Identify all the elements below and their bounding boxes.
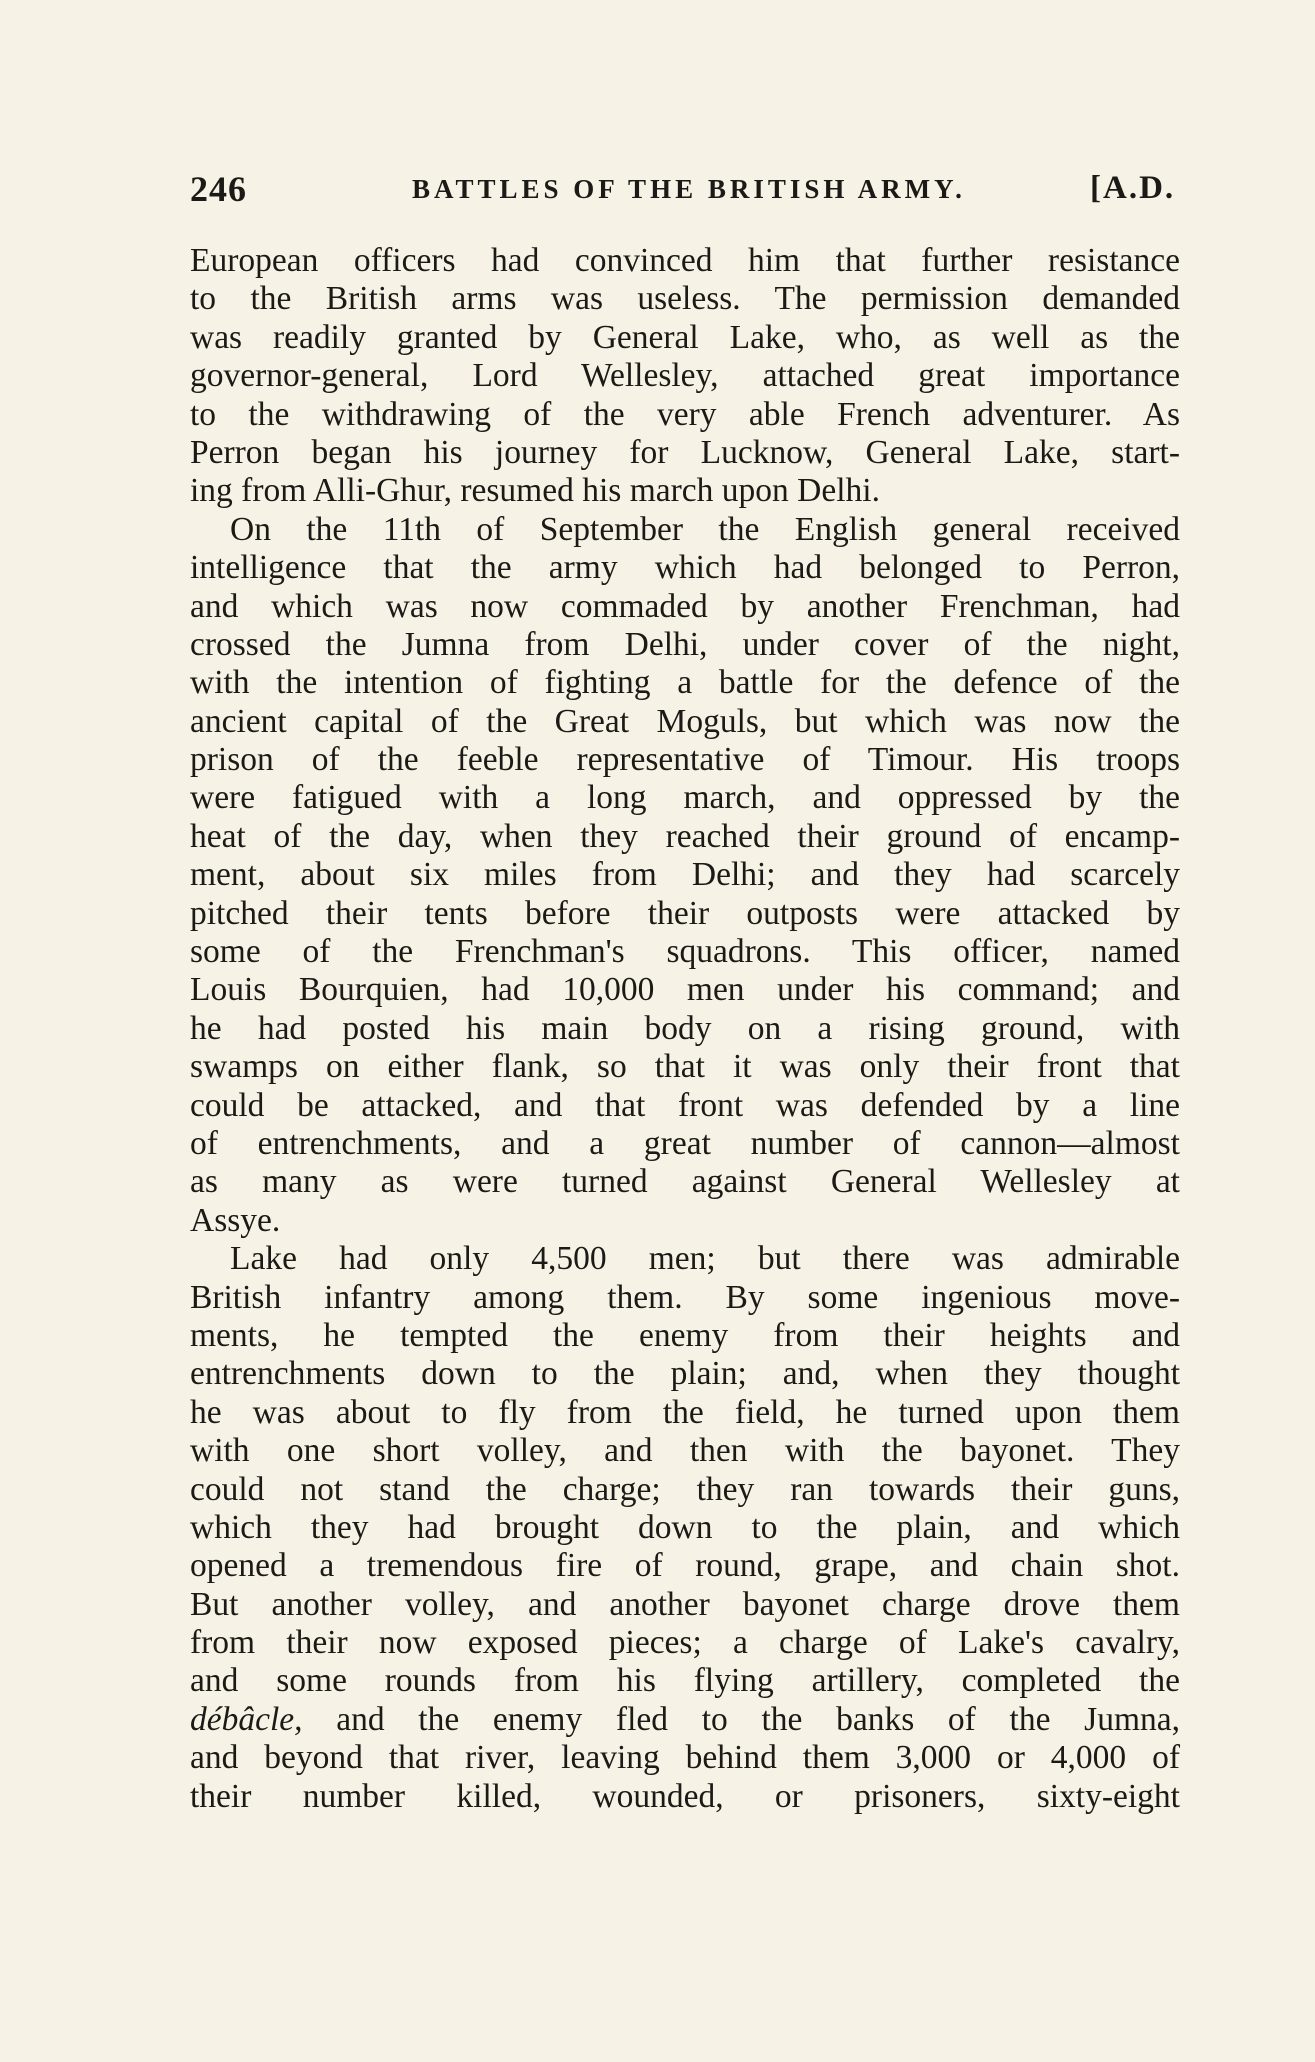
text-line: some of the Frenchman's squadrons. This officer, named: [190, 933, 1180, 971]
text-line: of entrenchments, and a great number of cannon—almost: [190, 1124, 1180, 1162]
book-page: [190, 168, 1180, 1816]
page-number: 246: [190, 169, 247, 209]
text-line: was readily granted by General Lake, who, as well as the: [190, 318, 1180, 356]
text-line: pitched their tents before their outposts were attacked by: [190, 894, 1180, 932]
text-line: with the intention of fighting a battle for the defence of the: [190, 664, 1180, 702]
text-line: prison of the feeble representative of Timour. His troops: [190, 741, 1180, 779]
text-line: and which was now commaded by another Frenchman, had: [190, 587, 1180, 625]
text-line: intelligence that the army which had belonged to Perron,: [190, 549, 1180, 587]
page-header: [190, 168, 1180, 218]
text-line: Perron began his journey for Lucknow, General Lake, start-: [190, 433, 1180, 471]
text-line: he had posted his main body on a rising ground, with: [190, 1009, 1180, 1047]
running-title: BATTLES OF THE BRITISH ARMY.: [412, 174, 966, 204]
text-line: On the 11th of September the English general received: [230, 510, 1180, 548]
text-line: But another volley, and another bayonet charge drove them: [190, 1585, 1180, 1623]
text-line: could be attacked, and that front was defended by a line: [190, 1086, 1180, 1124]
text-line: ancient capital of the Great Moguls, but which was now the: [190, 702, 1180, 740]
text-line: [190, 1701, 1180, 1739]
italic-word: débâcle,: [190, 1700, 303, 1738]
text-line: ing from Alli-Ghur, resumed his march upon Delhi.: [190, 472, 880, 510]
text-line: to the withdrawing of the very able French adventurer. As: [190, 395, 1180, 433]
text-line: with one short volley, and then with the bayonet. They: [190, 1432, 1180, 1470]
text-line: could not stand the charge; they ran towards their guns,: [190, 1470, 1180, 1508]
text-line: crossed the Jumna from Delhi, under cover of the night,: [190, 625, 1180, 663]
text-line: were fatigued with a long march, and oppressed by the: [190, 779, 1180, 817]
text-line: opened a tremendous fire of round, grape, and chain shot.: [190, 1547, 1180, 1585]
line-text: and the enemy fled to the banks of the Jumna,: [302, 1700, 1180, 1738]
text-line: Lake had only 4,500 men; but there was admirable: [230, 1240, 1180, 1278]
text-line: and some rounds from his flying artillery, completed the: [190, 1662, 1180, 1700]
text-line: to the British arms was useless. The permission demanded: [190, 280, 1180, 318]
text-line: from their now exposed pieces; a charge of Lake's cavalry,: [190, 1624, 1180, 1662]
text-line: entrenchments down to the plain; and, when they thought: [190, 1355, 1180, 1393]
text-line: as many as were turned against General Wellesley at: [190, 1163, 1180, 1201]
text-line: Louis Bourquien, had 10,000 men under his command; and: [190, 971, 1180, 1009]
body-text: [190, 242, 1180, 1816]
text-line: British infantry among them. By some ingenious move-: [190, 1278, 1180, 1316]
text-line: Assye.: [190, 1201, 281, 1239]
text-line: he was about to fly from the field, he turned upon them: [190, 1393, 1180, 1431]
text-line: heat of the day, when they reached their ground of encamp-: [190, 817, 1180, 855]
text-line: swamps on either flank, so that it was only their front that: [190, 1048, 1180, 1086]
text-line: and beyond that river, leaving behind them 3,000 or 4,000 of: [190, 1739, 1180, 1777]
text-line: ments, he tempted the enemy from their heights and: [190, 1316, 1180, 1354]
text-line: their number killed, wounded, or prisoners, sixty-eight: [190, 1777, 1180, 1815]
text-line: governor-general, Lord Wellesley, attached great importance: [190, 357, 1180, 395]
text-line: European officers had convinced him that further resistance: [190, 242, 1180, 279]
text-line: which they had brought down to the plain, and which: [190, 1508, 1180, 1546]
text-line: ment, about six miles from Delhi; and they had scarcely: [190, 856, 1180, 894]
era-marker: [A.D.: [1090, 170, 1176, 206]
